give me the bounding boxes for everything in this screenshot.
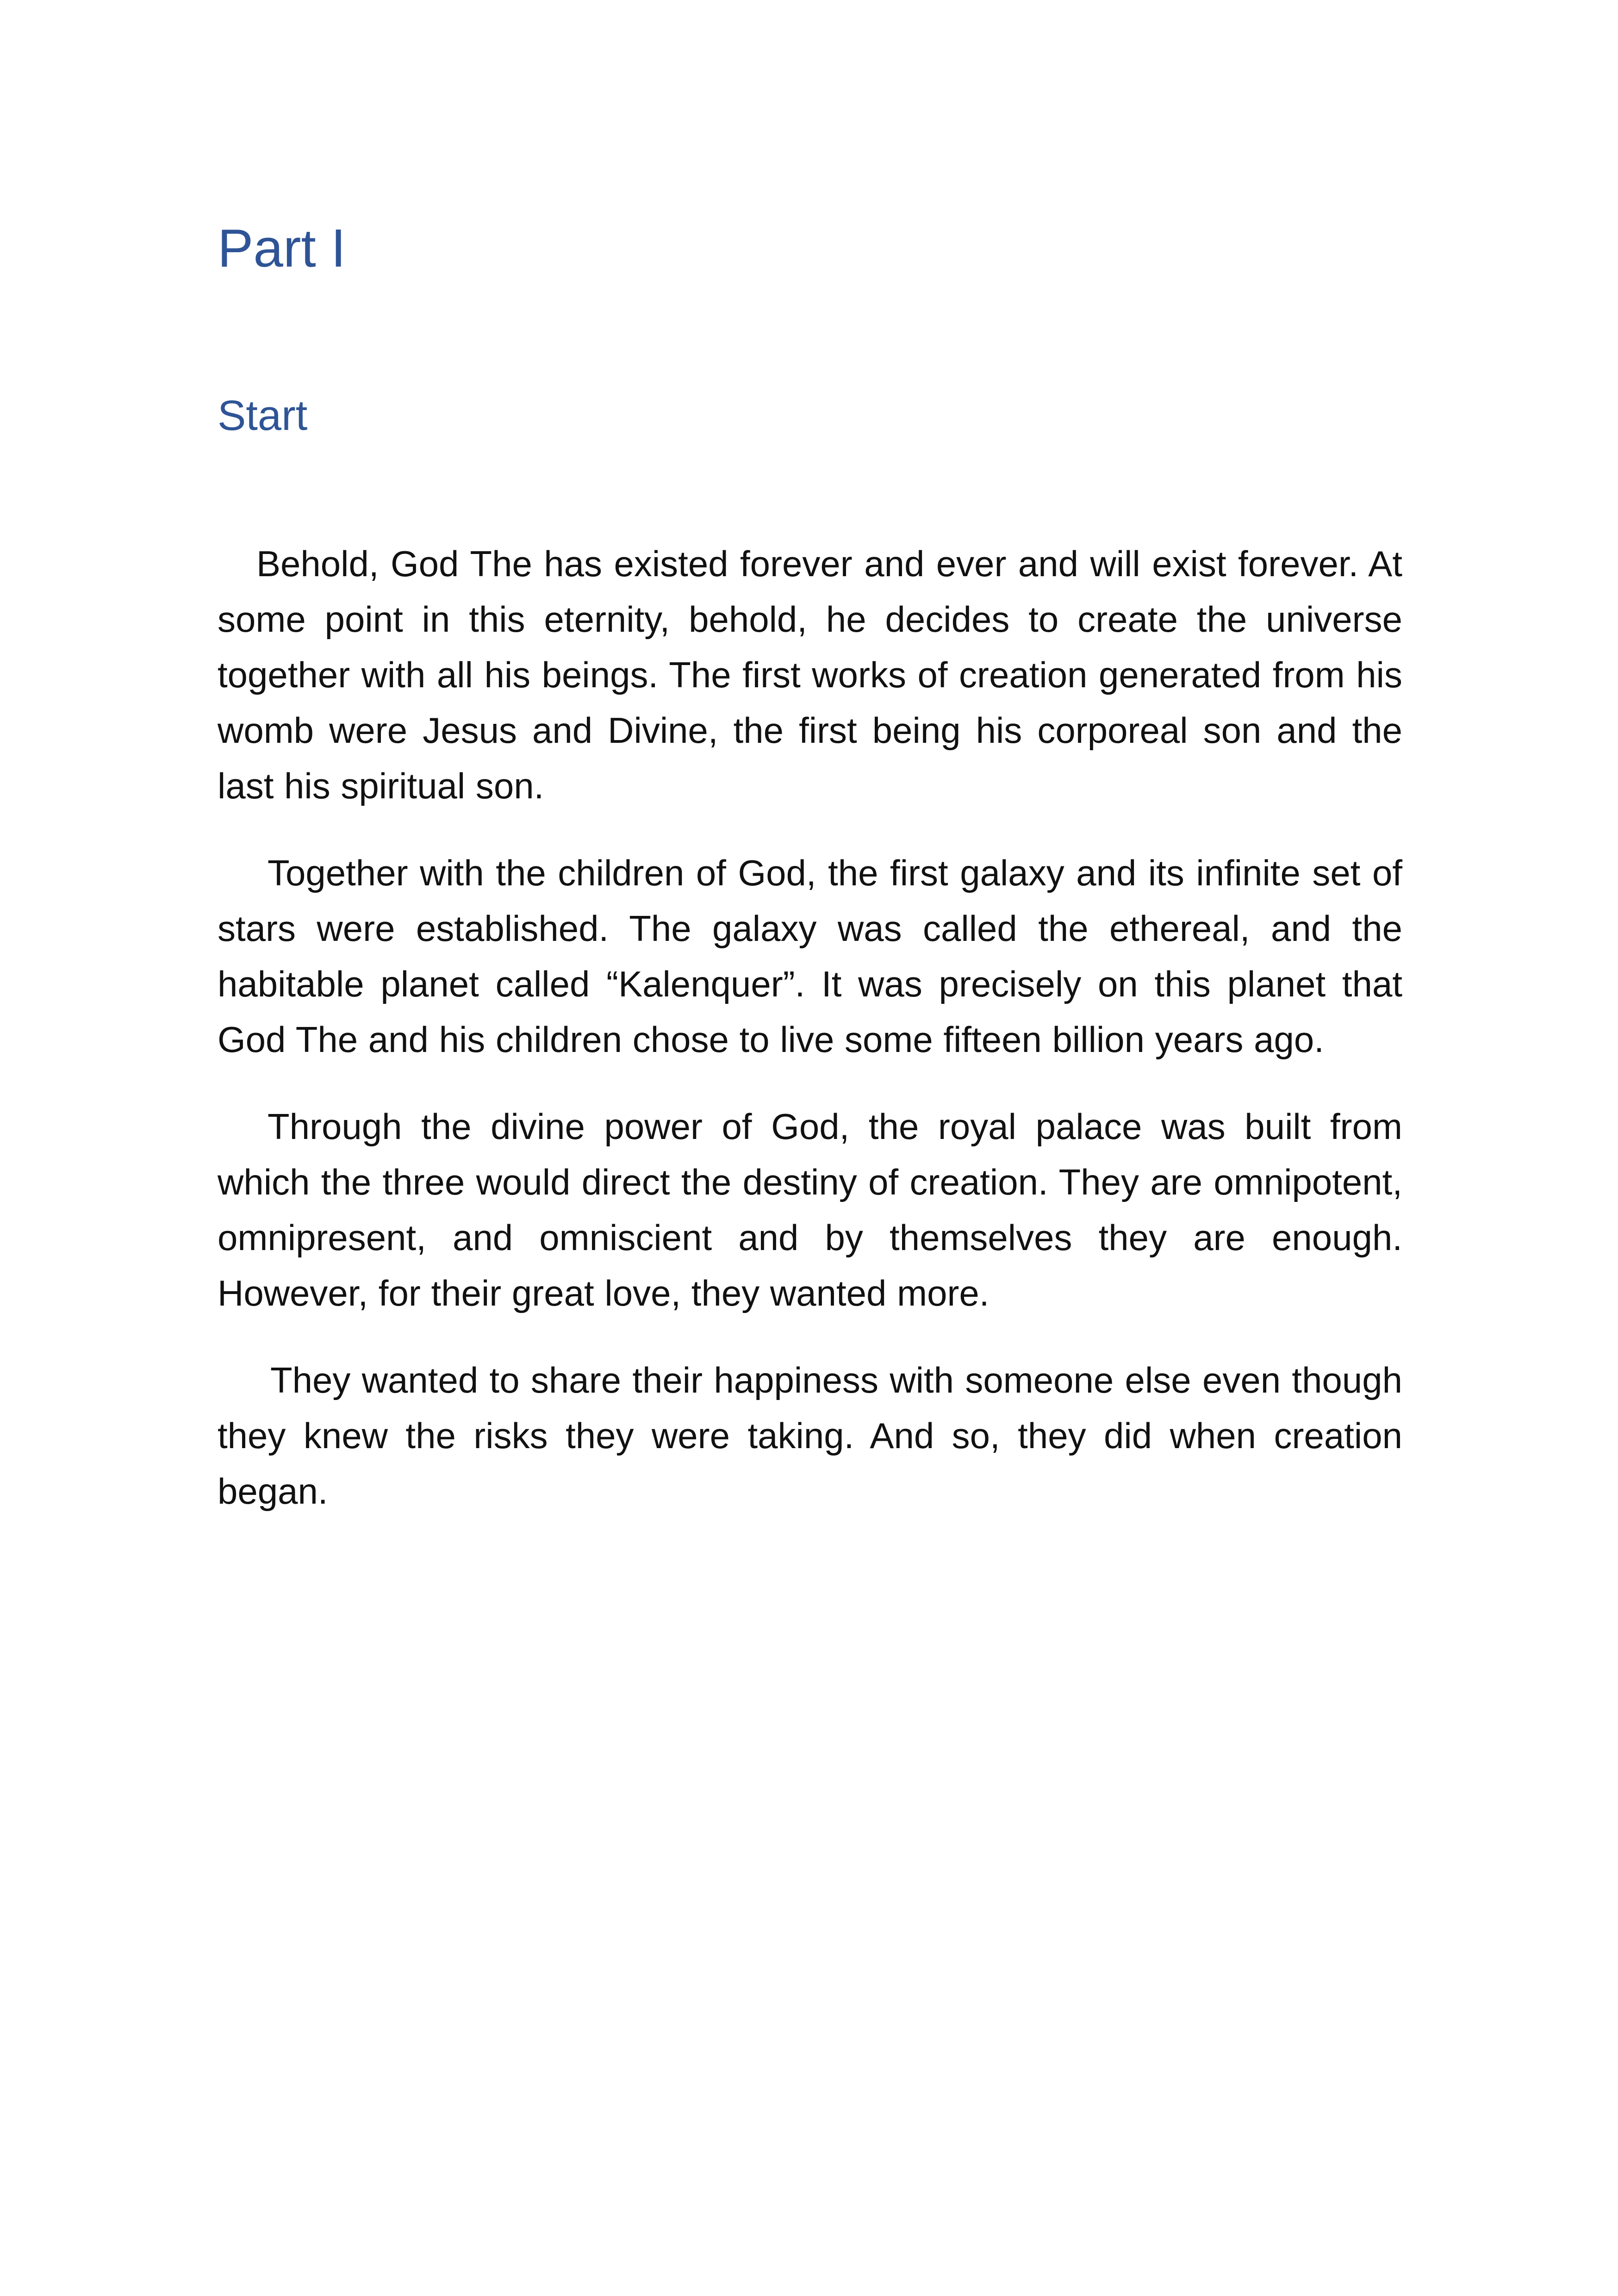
paragraph-1: Behold, God The has existed forever and ever and will exist forever. At some point in this eternity, behold, he decides to create the universe together with all his beings. The first works of creation generated from his womb were Jesus and Divine, the first being his corporeal son and the last his spiritual son. [218, 543, 1402, 806]
paragraph-3: Through the divine power of God, the royal palace was built from which the three would direct the destiny of creation. They are omnipotent, omnipresent, and omniscient and by themselves they are enough. However, for their great love, they wanted more. [218, 1106, 1402, 1313]
body-text [218, 536, 1402, 1550]
section-title: Start [218, 392, 308, 439]
paragraph-2: Together with the children of God, the first galaxy and its infinite set of stars were established. The galaxy was called the ethereal, and the habitable planet called “Kalenquer”. It was precisely on this planet that God The and his children chose to live some fifteen billion years ago. [218, 852, 1402, 1060]
paragraph-4: They wanted to share their happiness with someone else even though they knew the risks they were taking. And so, they did when creation began. [218, 1360, 1402, 1512]
part-title: Part I [218, 218, 346, 278]
